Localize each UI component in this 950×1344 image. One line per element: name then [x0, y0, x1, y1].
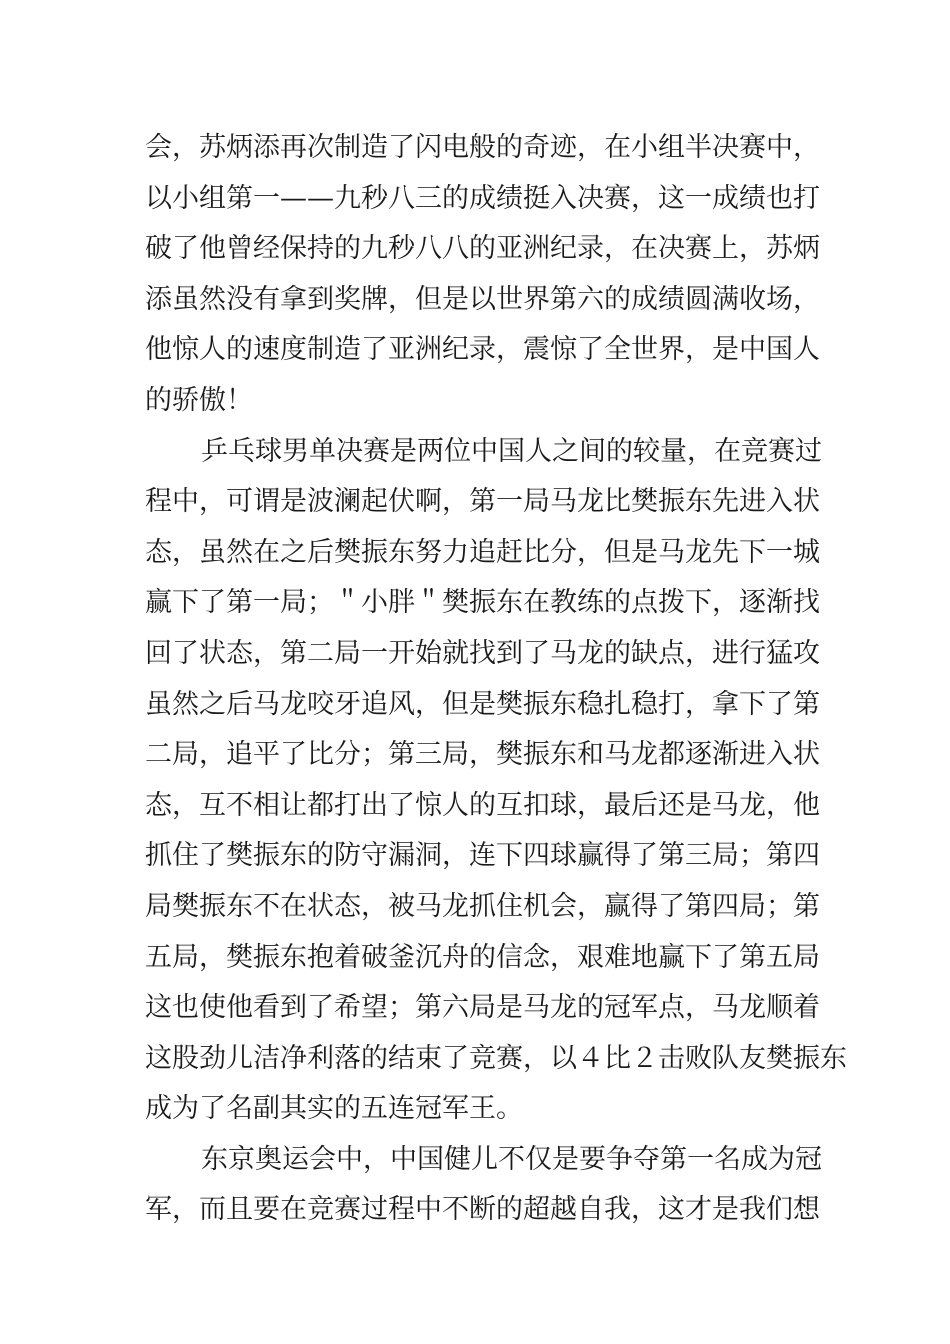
text-line: 态，虽然在之后樊振东努力追赶比分，但是马龙先下一城: [145, 536, 820, 568]
text-line: 这也使他看到了希望；第六局是马龙的冠军点，马龙顺着: [145, 992, 820, 1024]
text-line: 局樊振东不在状态，被马龙抓住机会，赢得了第四局；第: [145, 890, 820, 922]
body-text: [145, 123, 847, 1236]
text-line: 赢下了第一局；＂小胖＂樊振东在教练的点拨下，逐渐找: [145, 587, 820, 619]
text-line: 抓住了樊振东的防守漏洞，连下四球赢得了第三局；第四: [145, 840, 820, 872]
text-line: 东京奥运会中，中国健儿不仅是要争夺第一名成为冠: [201, 1143, 822, 1175]
text-line: 二局，追平了比分；第三局，樊振东和马龙都逐渐进入状: [145, 739, 820, 771]
paragraph: [145, 427, 847, 1135]
text-line: 以小组第一——九秒八三的成绩挺入决赛，这一成绩也打: [145, 182, 820, 214]
text-line: 回了状态，第二局一开始就找到了马龙的缺点，进行猛攻: [145, 637, 820, 669]
text-line: 乒乓球男单决赛是两位中国人之间的较量，在竞赛过: [201, 435, 822, 467]
text-line: 这股劲儿洁净利落的结束了竞赛，以４比２击败队友樊振东: [145, 1042, 847, 1074]
text-line: 会，苏炳添再次制造了闪电般的奇迹，在小组半决赛中，: [145, 132, 820, 163]
text-line: 虽然之后马龙咬牙追风，但是樊振东稳扎稳打，拿下了第: [145, 688, 820, 720]
paragraph: [145, 1135, 822, 1236]
paragraph: [145, 123, 820, 427]
text-line: 态，互不相让都打出了惊人的互扣球，最后还是马龙，他: [145, 789, 820, 821]
text-line: 五局，樊振东抱着破釜沉舟的信念，艰难地赢下了第五局: [145, 941, 820, 973]
text-line: 的骄傲！: [145, 384, 253, 416]
text-line: 成为了名副其实的五连冠军王。: [145, 1093, 523, 1125]
text-line: 军，而且要在竞赛过程中不断的超越自我，这才是我们想: [145, 1194, 820, 1226]
text-line: 破了他曾经保持的九秒八八的亚洲纪录，在决赛上，苏炳: [145, 233, 820, 265]
text-line: 添虽然没有拿到奖牌，但是以世界第六的成绩圆满收场，: [145, 283, 820, 315]
text-line: 他惊人的速度制造了亚洲纪录，震惊了全世界，是中国人: [145, 334, 820, 366]
text-line: 程中，可谓是波澜起伏啊，第一局马龙比樊振东先进入状: [145, 486, 820, 518]
